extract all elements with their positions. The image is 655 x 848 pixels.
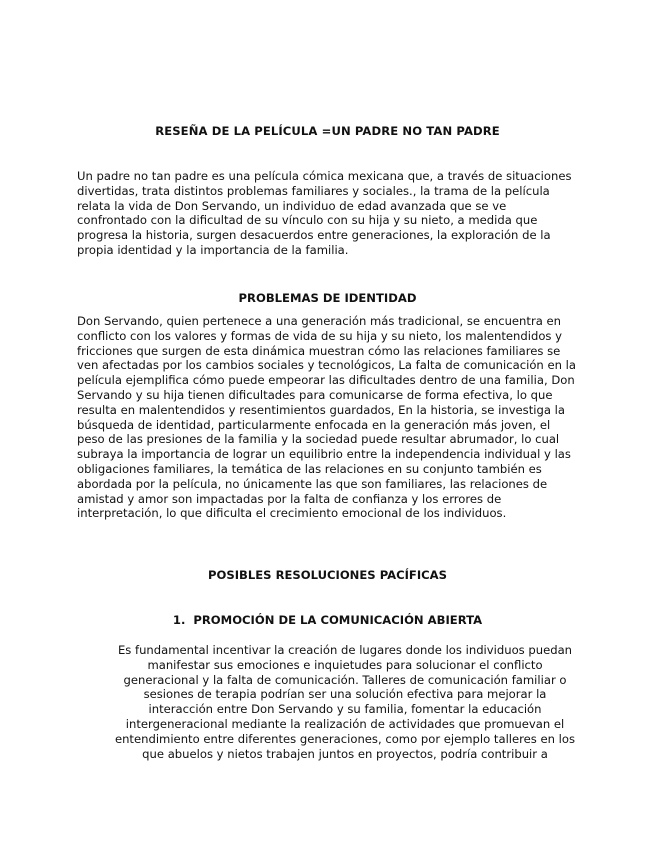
identidad-paragraph: Don Servando, quien pertenece a una generación más tradicional, se encuentra en conflicto con los valores y formas de vida de su hija y su nieto, los malentendidos y fricciones que surgen de esta dinámica muestran cómo las relaciones familiares se ven afectadas por los cambios sociales y tecnológicos, La falta de comunicación en la película ejemplifica cómo puede empeorar las dificultades dentro de una familia, Don Servando y su hija tienen dificultades para comunicarse de forma efectiva, lo que resulta en malentendidos y resentimientos guardados, En la historia, se investiga la búsqueda de identidad, particularmente enfocada en la generación más joven, el peso de las presiones de la familia y la sociedad puede resultar abrumador, lo cual subraya la importancia de lograr un equilibrio entre la independencia individual y las obligaciones familiares, la temática de las relaciones en su conjunto también es abordada por la película, no únicamente las que son familiares, las relaciones de amistad y amor son impactadas por la falta de confianza y los errores de interpretación, lo que dificulta el crecimiento emocional de los individuos. xyxy=(77,314,576,521)
section-heading-resoluciones: POSIBLES RESOLUCIONES PACÍFICAS xyxy=(208,568,447,582)
section-heading-identidad: PROBLEMAS DE IDENTIDAD xyxy=(238,291,417,305)
document-title: RESEÑA DE LA PELÍCULA =UN PADRE NO TAN PADRE xyxy=(155,124,500,138)
comunicacion-paragraph: Es fundamental incentivar la creación de lugares donde los individuos puedan manifestar sus emociones e inquietudes para solucionar el conflicto generacional y la falta de comunicación. Talleres de comunicación familiar o sesiones de terapia podrían ser una solución efectiva para mejorar la interacción entre Don Servando y su familia, fomentar la educación intergeneracional mediante la realización de actividades que promuevan el entendimiento entre diferentes generaciones, como por ejemplo talleres en los que abuelos y nietos trabajen juntos en proyectos, podría contribuir a xyxy=(114,643,576,761)
list-number: 1. xyxy=(172,613,186,627)
numbered-heading-text: PROMOCIÓN DE LA COMUNICACIÓN ABIERTA xyxy=(193,613,483,627)
numbered-heading-1 xyxy=(0,613,655,627)
intro-paragraph: Un padre no tan padre es una película cómica mexicana que, a través de situaciones divertidas, trata distintos problemas familiares y sociales., la trama de la película relata la vida de Don Servando, un individuo de edad avanzada que se ve confrontado con la dificultad de su vínculo con su hija y su nieto, a medida que progresa la historia, surgen desacuerdos entre generaciones, la exploración de la propia identidad y la importancia de la familia. xyxy=(77,169,572,257)
